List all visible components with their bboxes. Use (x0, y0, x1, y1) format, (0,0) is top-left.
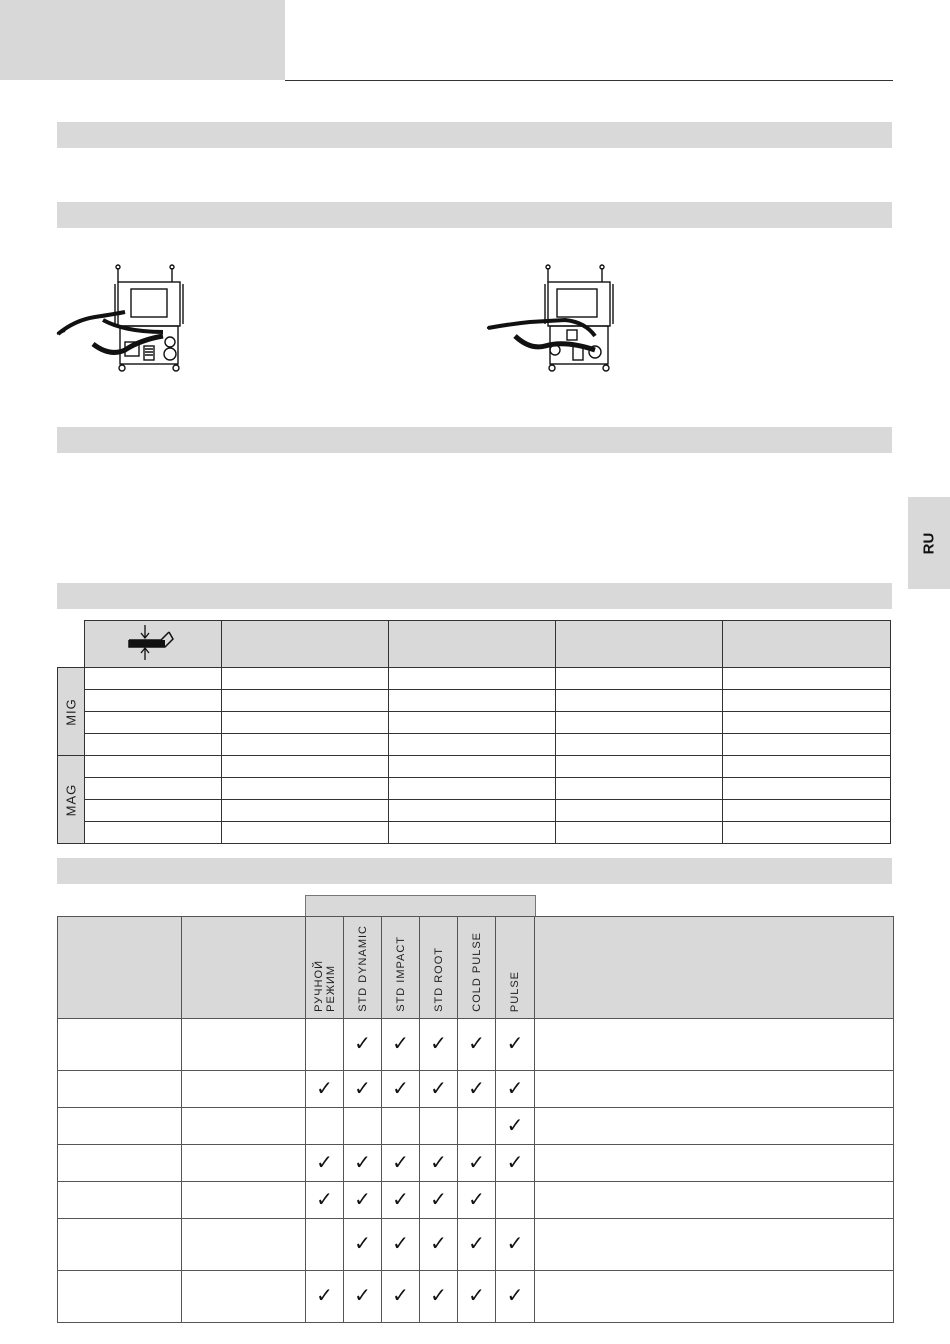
mode-cell (420, 1271, 458, 1323)
checkmark-icon: ✓ (316, 1188, 333, 1211)
mode-cell (344, 1182, 382, 1219)
mode-cell (344, 1219, 382, 1271)
mode-header-std-root: STD ROOT (420, 917, 458, 1019)
header-rule (285, 80, 893, 81)
mode-cell (306, 1108, 344, 1145)
checkmark-icon: ✓ (354, 1033, 371, 1055)
mode-cell (344, 1271, 382, 1323)
mode-cell (306, 1071, 344, 1108)
mode-cell (306, 1145, 344, 1182)
checkmark-icon: ✓ (430, 1188, 447, 1211)
language-tab-label: RU (920, 532, 938, 554)
checkmark-icon: ✓ (430, 1077, 447, 1100)
table-row (58, 800, 891, 822)
mode-header-cold-pulse: COLD PULSE (458, 917, 496, 1019)
checkmark-icon: ✓ (468, 1188, 485, 1211)
material-thickness-icon (125, 622, 181, 662)
checkmark-icon: ✓ (392, 1188, 409, 1211)
checkmark-icon: ✓ (316, 1285, 333, 1307)
thickness-header-col-4 (556, 621, 723, 668)
mode-cell (458, 1271, 496, 1323)
mode-cell (458, 1219, 496, 1271)
mode-cell (496, 1145, 535, 1182)
table-row (58, 778, 891, 800)
table-row (58, 822, 891, 844)
mode-cell (420, 1145, 458, 1182)
mode-cell (420, 1219, 458, 1271)
mode-cell (496, 1219, 535, 1271)
checkmark-icon: ✓ (430, 1285, 447, 1307)
mode-cell (382, 1219, 420, 1271)
thickness-header-icon-cell (85, 621, 222, 668)
mode-header-col-2 (182, 917, 306, 1019)
mode-cell (496, 1182, 535, 1219)
mode-cell (344, 1019, 382, 1071)
checkmark-icon: ✓ (354, 1077, 371, 1100)
table-row (58, 734, 891, 756)
checkmark-icon: ✓ (392, 1233, 409, 1255)
checkmark-icon: ✓ (354, 1285, 371, 1307)
table-row (58, 1271, 894, 1323)
checkmark-icon: ✓ (506, 1151, 524, 1174)
mode-header-row (58, 917, 894, 1019)
mode-table (57, 916, 894, 1323)
table-row (58, 712, 891, 734)
mode-cell (420, 1108, 458, 1145)
table-row (58, 1071, 894, 1108)
mode-cell (382, 1145, 420, 1182)
header-corner-block (0, 0, 285, 80)
process-label: MIG (63, 697, 79, 726)
mode-cell (420, 1182, 458, 1219)
mode-cell (344, 1108, 382, 1145)
language-tab[interactable] (908, 497, 950, 589)
table-row (58, 1019, 894, 1071)
checkmark-icon: ✓ (506, 1233, 524, 1255)
checkmark-icon: ✓ (468, 1151, 485, 1174)
checkmark-icon: ✓ (430, 1033, 447, 1055)
checkmark-icon: ✓ (468, 1233, 485, 1255)
table-row (58, 1145, 894, 1182)
checkmark-icon: ✓ (430, 1233, 447, 1255)
mode-cell (306, 1219, 344, 1271)
mode-cell (496, 1071, 535, 1108)
checkmark-icon: ✓ (354, 1233, 371, 1255)
thickness-header-col-3 (389, 621, 556, 668)
mode-cell (420, 1071, 458, 1108)
process-label-cell (58, 756, 85, 844)
thickness-header-col-2 (222, 621, 389, 668)
thickness-table (57, 620, 891, 844)
process-label-cell (58, 668, 85, 756)
checkmark-icon: ✓ (392, 1033, 409, 1055)
table-row (58, 1182, 894, 1219)
mode-cell (458, 1108, 496, 1145)
mode-cell (382, 1271, 420, 1323)
checkmark-icon: ✓ (506, 1033, 524, 1055)
section-bar-4 (57, 583, 892, 609)
table-row (58, 668, 891, 690)
section-bar-3 (57, 427, 892, 453)
mode-header-std-impact: STD IMPACT (382, 917, 420, 1019)
checkmark-icon: ✓ (506, 1285, 524, 1307)
welding-machine-right-icon (485, 262, 635, 374)
mode-header-manual: РУЧНОЙ РЕЖИМ (306, 917, 344, 1019)
thickness-header-col-5 (723, 621, 891, 668)
table-row (58, 1219, 894, 1271)
mode-header-description (535, 917, 894, 1019)
table-row (58, 756, 891, 778)
checkmark-icon: ✓ (392, 1077, 409, 1100)
checkmark-icon: ✓ (506, 1077, 524, 1100)
section-bar-2 (57, 202, 892, 228)
section-bar-1 (57, 122, 892, 148)
mode-group-header (305, 895, 536, 917)
welding-machine-left-icon (55, 262, 205, 374)
mode-cell (382, 1182, 420, 1219)
mode-cell (382, 1071, 420, 1108)
checkmark-icon: ✓ (468, 1077, 485, 1100)
mode-cell (344, 1071, 382, 1108)
thickness-header-row (58, 621, 891, 668)
checkmark-icon: ✓ (506, 1114, 524, 1137)
mode-cell (306, 1182, 344, 1219)
checkmark-icon: ✓ (354, 1188, 371, 1211)
mode-cell (496, 1019, 535, 1071)
checkmark-icon: ✓ (392, 1285, 409, 1307)
checkmark-icon: ✓ (354, 1151, 371, 1174)
checkmark-icon: ✓ (468, 1285, 485, 1307)
mode-header-std-dynamic: STD DYNAMIC (344, 917, 382, 1019)
section-bar-5 (57, 858, 892, 884)
mode-cell (496, 1271, 535, 1323)
checkmark-icon: ✓ (392, 1151, 409, 1174)
checkmark-icon: ✓ (316, 1151, 333, 1174)
table-row (58, 690, 891, 712)
checkmark-icon: ✓ (468, 1033, 485, 1055)
mode-cell (306, 1019, 344, 1071)
mode-cell (458, 1071, 496, 1108)
mode-cell (344, 1145, 382, 1182)
mode-cell (382, 1108, 420, 1145)
process-label: MAG (63, 783, 79, 816)
mode-cell (496, 1108, 535, 1145)
table-row (58, 1108, 894, 1145)
mode-cell (458, 1182, 496, 1219)
mode-cell (420, 1019, 458, 1071)
mode-header-pulse: PULSE (496, 917, 535, 1019)
checkmark-icon: ✓ (316, 1077, 333, 1100)
mode-table-body (58, 1019, 894, 1323)
mode-cell (306, 1271, 344, 1323)
mode-cell (458, 1019, 496, 1071)
mode-cell (458, 1145, 496, 1182)
mode-header-col-1 (58, 917, 182, 1019)
mode-cell (382, 1019, 420, 1071)
checkmark-icon: ✓ (430, 1151, 447, 1174)
